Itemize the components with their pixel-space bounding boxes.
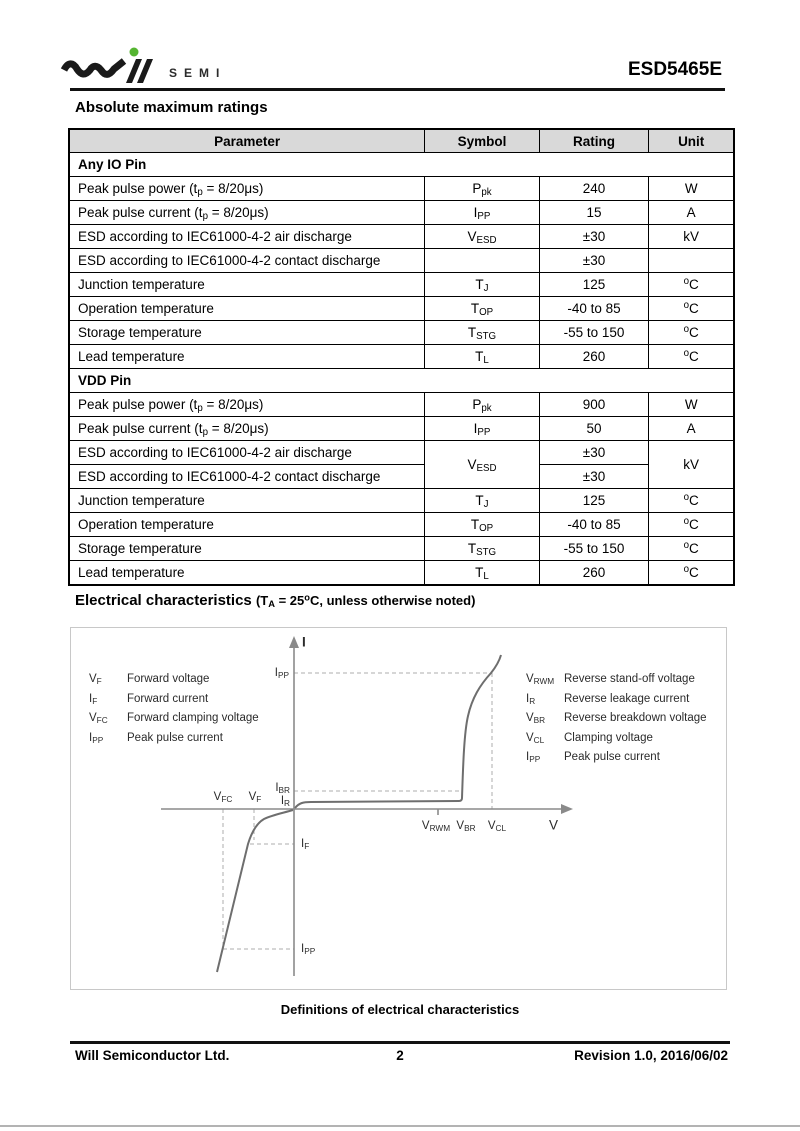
- ibr-label: $I_{BR}$: [275, 782, 290, 795]
- rating-cell: -40 to 85: [539, 513, 649, 537]
- table-row: [69, 297, 734, 321]
- table-section-row: [69, 153, 734, 177]
- legend-symbol: $I_{PP}$: [89, 731, 104, 745]
- footer-company: Will Semiconductor Ltd.: [75, 1048, 230, 1063]
- symbol-cell: $T_L$: [425, 561, 539, 586]
- unit-cell: $^o$C: [649, 489, 734, 513]
- table-row: [69, 537, 734, 561]
- legend-item: [526, 670, 707, 690]
- rating-cell: ±30: [539, 441, 649, 465]
- rating-cell: ±30: [539, 465, 649, 489]
- legend-item: [526, 729, 707, 749]
- unit-cell: $^o$C: [649, 345, 734, 369]
- table-row: [69, 513, 734, 537]
- parameter-cell: Operation temperature: [69, 513, 425, 537]
- legend-symbol: $I_{PP}$: [526, 751, 541, 764]
- footer-rule: [70, 1041, 730, 1044]
- ipp-top-label: $I_{PP}$: [274, 667, 289, 680]
- table-section-row: [69, 369, 734, 393]
- unit-cell: $^o$C: [649, 513, 734, 537]
- vf-label: $V_F$: [248, 791, 262, 804]
- col-header-unit: Unit: [649, 129, 734, 153]
- elec-title-main: Electrical characteristics: [75, 592, 256, 609]
- parameter-cell: Junction temperature: [69, 489, 425, 513]
- legend-description: Clamping voltage: [564, 731, 653, 744]
- legend-symbol: $V_F$: [89, 673, 102, 686]
- rating-cell: -40 to 85: [539, 297, 649, 321]
- abs-max-table-body: [69, 153, 734, 586]
- unit-cell: $^o$C: [649, 321, 734, 345]
- rating-cell: -55 to 150: [539, 321, 649, 345]
- symbol-cell: $I_{PP}$: [425, 201, 539, 225]
- elec-title-condition: ($T_A = 25^oC$, unless otherwise noted): [255, 592, 476, 610]
- table-row: [69, 465, 734, 489]
- unit-cell: $^o$C: [649, 297, 734, 321]
- rating-cell: 240: [539, 177, 649, 201]
- part-number: ESD5465E: [627, 59, 722, 80]
- v-axis-label: V: [549, 817, 559, 833]
- elec-title: [75, 592, 475, 609]
- parameter-cell: Peak pulse power $(t_p = 8/20\mu s)$: [69, 393, 425, 417]
- legend-item: [89, 729, 259, 749]
- legend-item: [89, 670, 259, 690]
- footer-page-number: 2: [396, 1048, 404, 1063]
- symbol-cell: [425, 249, 539, 273]
- rating-cell: 50: [539, 417, 649, 441]
- rating-cell: ±30: [539, 249, 649, 273]
- rating-cell: 15: [539, 201, 649, 225]
- rating-cell: -55 to 150: [539, 537, 649, 561]
- table-row: [69, 345, 734, 369]
- parameter-cell: Peak pulse power $(t_p = 8/20\mu s)$: [69, 177, 425, 201]
- unit-cell: $^o$C: [649, 537, 734, 561]
- legend-symbol: $I_R$: [526, 692, 536, 706]
- rating-cell: 125: [539, 273, 649, 297]
- table-section-label: Any IO Pin: [69, 153, 734, 177]
- legend-item: [526, 748, 707, 768]
- abs-max-table: [68, 128, 735, 586]
- company-logo: [57, 44, 257, 90]
- symbol-cell: $T_{OP}$: [425, 297, 539, 321]
- table-row: [69, 441, 734, 465]
- table-row: [69, 273, 734, 297]
- legend-right: [526, 670, 707, 768]
- legend-description: Forward voltage: [127, 673, 210, 685]
- symbol-cell: $T_L$: [425, 345, 539, 369]
- vfc-label: $V_{FC}$: [213, 791, 233, 804]
- legend-description: Forward clamping voltage: [127, 712, 259, 724]
- parameter-cell: ESD according to IEC61000-4-2 contact discharge: [69, 465, 425, 489]
- symbol-cell: $T_{STG}$: [425, 321, 539, 345]
- vbr-label: $V_{BR}$: [456, 820, 476, 833]
- col-header-rating: Rating: [539, 129, 649, 153]
- footer: [70, 1048, 730, 1066]
- legend-description: Reverse leakage current: [564, 692, 690, 705]
- table-row: [69, 393, 734, 417]
- logo-green-dot: [130, 48, 139, 57]
- rating-cell: 260: [539, 345, 649, 369]
- will-logo-icon: [57, 44, 167, 88]
- rating-cell: 125: [539, 489, 649, 513]
- legend-description: Reverse breakdown voltage: [564, 712, 707, 724]
- table-row: [69, 201, 734, 225]
- ir-label: $I_R$: [280, 795, 290, 808]
- footer-revision: Revision 1.0, 2016/06/02: [574, 1048, 728, 1063]
- parameter-cell: ESD according to IEC61000-4-2 contact discharge: [69, 249, 425, 273]
- symbol-cell: $I_{PP}$: [425, 417, 539, 441]
- legend-symbol: $V_{BR}$: [526, 712, 546, 725]
- legend-left: [89, 670, 259, 748]
- unit-cell: W: [649, 177, 734, 201]
- parameter-cell: Junction temperature: [69, 273, 425, 297]
- unit-cell: kV: [649, 225, 734, 249]
- parameter-cell: Storage temperature: [69, 321, 425, 345]
- unit-cell: A: [649, 201, 734, 225]
- symbol-cell: $T_J$: [425, 489, 539, 513]
- diagram-caption: Definitions of electrical characteristics: [280, 1002, 520, 1017]
- legend-symbol: $V_{RWM}$: [526, 673, 555, 686]
- table-row: [69, 225, 734, 249]
- legend-item: [526, 690, 707, 710]
- parameter-cell: Lead temperature: [69, 561, 425, 586]
- iv-characteristics-diagram: [70, 627, 727, 990]
- legend-item: [89, 690, 259, 710]
- table-row: [69, 417, 734, 441]
- legend-symbol: $I_F$: [89, 692, 98, 706]
- logo-semi-text: SEMI: [169, 66, 227, 80]
- unit-cell: $^o$C: [649, 273, 734, 297]
- table-row: [69, 177, 734, 201]
- col-header-parameter: Parameter: [69, 129, 425, 153]
- symbol-cell: $T_J$: [425, 273, 539, 297]
- unit-cell: W: [649, 393, 734, 417]
- parameter-cell: ESD according to IEC61000-4-2 air discharge: [69, 225, 425, 249]
- legend-symbol: $V_{CL}$: [526, 731, 545, 745]
- ipp-bottom-label: $I_{PP}$: [301, 943, 316, 956]
- unit-cell: kV: [649, 441, 734, 489]
- symbol-cell: $P_{pk}$: [425, 393, 539, 417]
- unit-cell: A: [649, 417, 734, 441]
- symbol-cell: $V_{ESD}$: [425, 441, 539, 489]
- header-rule: [70, 88, 725, 91]
- symbol-cell: $P_{pk}$: [425, 177, 539, 201]
- rating-cell: ±30: [539, 225, 649, 249]
- legend-item: [526, 709, 707, 729]
- if-label: $I_F$: [301, 838, 310, 851]
- abs-max-title: Absolute maximum ratings: [75, 99, 268, 116]
- table-section-label: VDD Pin: [69, 369, 734, 393]
- parameter-cell: Peak pulse current $(t_p = 8/20\mu s)$: [69, 417, 425, 441]
- parameter-cell: Storage temperature: [69, 537, 425, 561]
- legend-item: [89, 709, 259, 729]
- symbol-cell: $T_{STG}$: [425, 537, 539, 561]
- i-axis-label: I: [302, 634, 306, 650]
- unit-cell: $^o$C: [649, 561, 734, 586]
- rating-cell: 260: [539, 561, 649, 586]
- table-row: [69, 489, 734, 513]
- vcl-label: $V_{CL}$: [487, 820, 507, 833]
- vrwm-label: $V_{RWM}$: [421, 820, 451, 833]
- symbol-cell: $V_{ESD}$: [425, 225, 539, 249]
- parameter-cell: Operation temperature: [69, 297, 425, 321]
- parameter-cell: Peak pulse current $(t_p = 8/20\mu s)$: [69, 201, 425, 225]
- unit-cell: [649, 249, 734, 273]
- parameter-cell: Lead temperature: [69, 345, 425, 369]
- col-header-symbol: Symbol: [425, 129, 539, 153]
- legend-description: Peak pulse current: [564, 751, 660, 763]
- legend-symbol: $V_{FC}$: [89, 712, 108, 725]
- table-row: [69, 249, 734, 273]
- table-row: [69, 321, 734, 345]
- page-bottom-edge: [0, 1125, 800, 1127]
- symbol-cell: $T_{OP}$: [425, 513, 539, 537]
- legend-description: Reverse stand-off voltage: [564, 673, 695, 685]
- legend-description: Forward current: [127, 692, 209, 705]
- table-row: [69, 561, 734, 586]
- rating-cell: 900: [539, 393, 649, 417]
- parameter-cell: ESD according to IEC61000-4-2 air discharge: [69, 441, 425, 465]
- table-header-row: [69, 129, 734, 153]
- legend-description: Peak pulse current: [127, 731, 223, 744]
